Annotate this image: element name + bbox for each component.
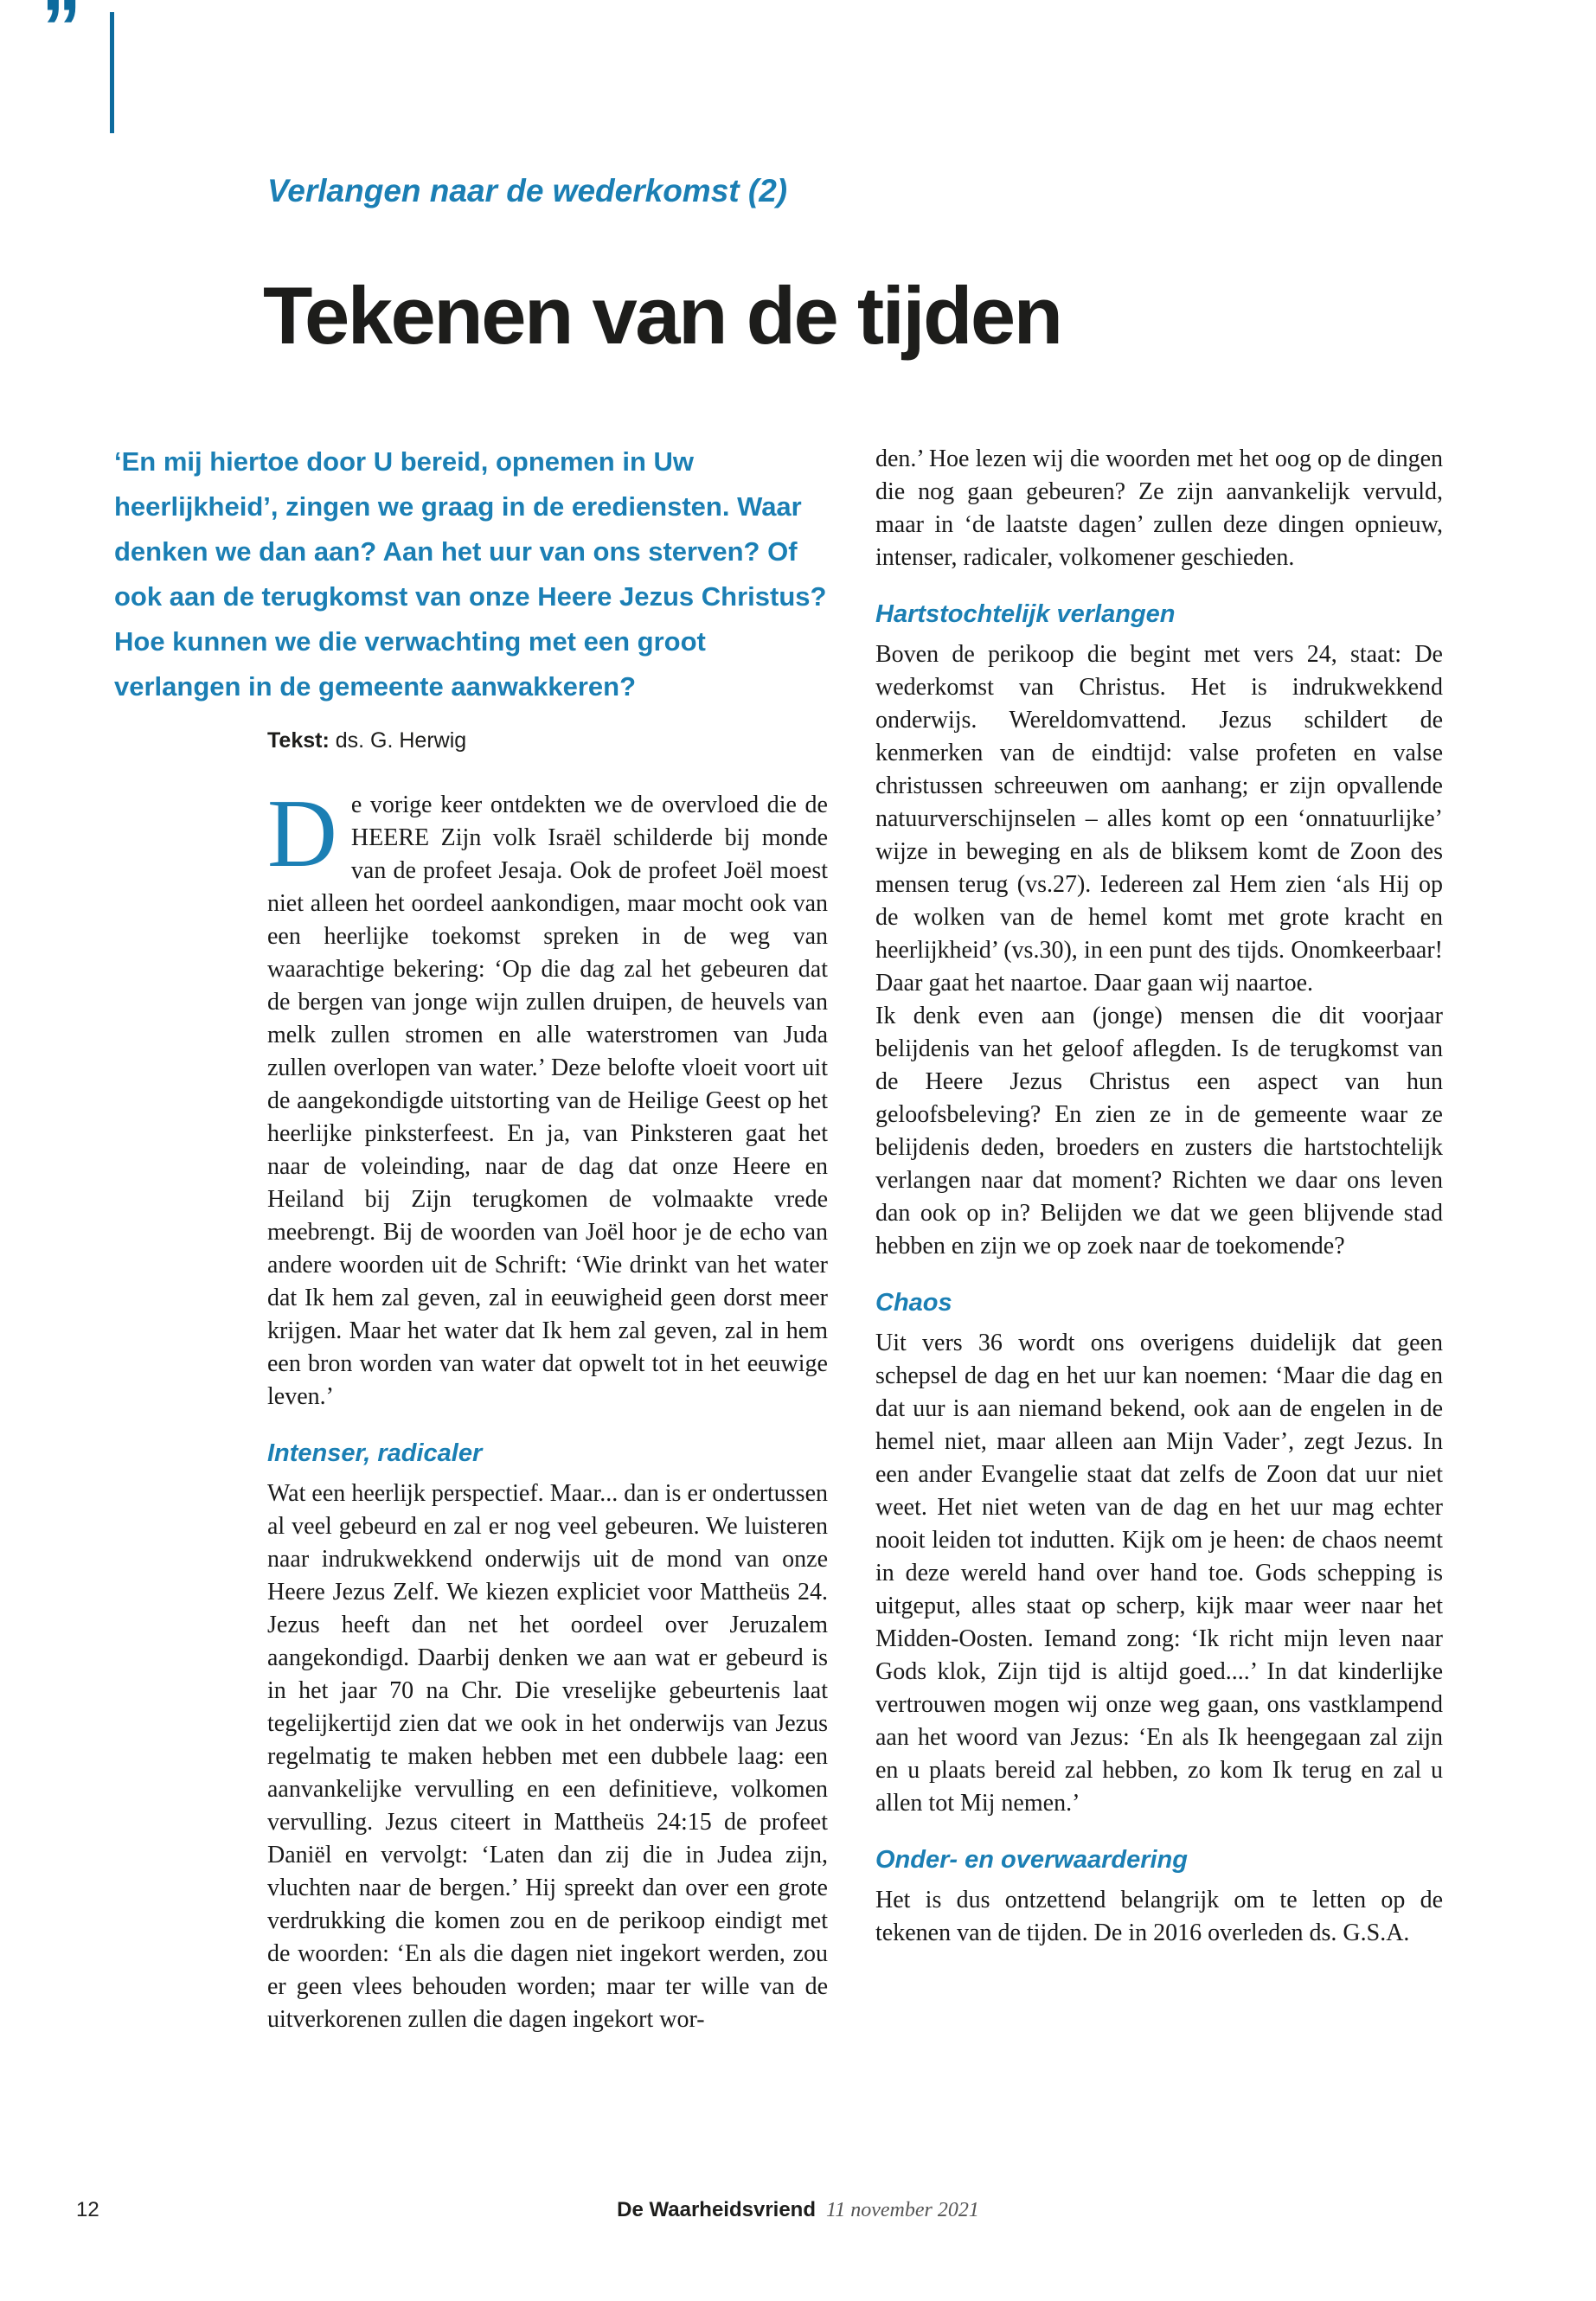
subheading-hartstochtelijk-verlangen: Hartstochtelijk verlangen	[875, 600, 1176, 628]
subheading-onder-en-overwaardering: Onder- en overwaardering	[875, 1846, 1188, 1874]
page-number: 12	[76, 2198, 99, 2221]
subheading-chaos: Chaos	[875, 1289, 952, 1317]
kicker: Verlangen naar de wederkomst (2)	[267, 173, 788, 208]
paragraph-1	[267, 780, 828, 1413]
subheading-intenser-radicaler: Intenser, radicaler	[267, 1439, 483, 1467]
paragraph-4b: Ik denk even aan (jonge) mensen die dit voorjaar belijdenis van het geloof aflegden. Is de terugkomst van de Heere Jezus Christus een aspect van hun geloofsbeleving? En zien ze in de gemeente waar ze belijdenis deden, broeders en zusters die hartstochtelijk verlangen naar dat moment? Richten we daar ons leven dan ook op in? Belijden we dat we geen blijvende stad hebben en zijn we op zoek naar de toekomende?	[875, 1003, 1443, 1259]
paragraph-6: Het is dus ontzettend belangrijk om te letten op de tekenen van de tijden. De in 2016 overleden ds. G.S.A.	[875, 1887, 1443, 1946]
footer-magazine-title: De Waarheidsvriend	[617, 2198, 816, 2221]
paragraph-4a: Boven de perikoop die begint met vers 24, staat: De wederkomst van Christus. Het is indrukwekkend onderwijs. Wereldomvattend. Jezus schildert de kenmerken van de eindtijd: valse profeten en valse christussen schreeuwen om aanhang; er zijn opvallende natuurverschijnselen – alles komt op een ‘onnatuurlijke’ wijze in beweging en als de bliksem komt de Zoon des mensen terug (vs.27). Iedereen zal Hem zien ‘als Hij op de wolken van de hemel komt met grote kracht en heerlijkheid’ (vs.30), in een punt des tijds. Onomkeerbaar! Daar gaat het naartoe. Daar gaan wij naartoe.	[875, 641, 1443, 997]
paragraph-5: Uit vers 36 wordt ons overigens duidelijk dat geen schepsel de dag en het uur kan noemen: ‘Maar die dag en dat uur is aan niemand bekend, ook aan de engelen in de hemel niet, maar alleen aan Mijn Vader’, zegt Jezus. In een ander Evangelie staat dat zelfs de Zoon dat uur niet weet. Het niet weten van de dag en het uur mag echter nooit leiden tot indutten. Kijk om je heen: de chaos neemt in deze wereld hand over hand toe. Gods schepping is uitgeput, alles staat op scherp, kijk maar weer naar het Midden-Oosten. Iemand zong: ‘Ik richt mijn leven naar Gods klok, Zijn tijd is altijd goed....’ In dat kinderlijke vertrouwen mogen wij onze weg gaan, ons vastklampend aan het woord van Jezus: ‘En als Ik heengegaan zal zijn en u plaats bereid zal hebben, zo kom Ik terug en zal u allen tot Mij nemen.’	[875, 1330, 1443, 1817]
paragraph-1-text: e vorige keer ontdekten we de overvloed die de HEERE Zijn volk Israël schilderde bij monde van de profeet Jesaja. Ook de profeet Joël moest niet alleen het oordeel aankondigen, maar mocht ook van een heerlijke toekomst spreken in de weg van waarachtige bekering: ‘Op die dag zal het gebeuren dat de bergen van jonge wijn zullen druipen, de heuvels van melk zullen stromen en alle waterstromen van Juda zullen overlopen van water.’ Deze belofte vloeit voort uit de aangekondigde uitstorting van de Heilige Geest op het heerlijke pinksterfeest. En ja, van Pinksteren gaat het naar de voleinding, naar de dag dat onze Heere en Heiland bij Zijn terugkomen de volmaakte vrede meebrengt. Bij de woorden van Joël hoor je de echo van andere woorden uit de Schrift: ‘Wie drinkt van het water dat Ik hem zal geven, zal in eeuwigheid geen dorst meer krijgen. Maar het water dat Ik hem zal geven, zal in hem een bron worden van water dat opwelt tot in het eeuwige leven.’	[267, 792, 828, 1410]
drop-cap: D	[267, 780, 337, 888]
article-column-right	[875, 443, 1443, 1950]
paragraph-3: den.’ Hoe lezen wij die woorden met het oog op de dingen die nog gaan gebeuren? Ze zijn aanvankelijk vervuld, maar in ‘de laatste dagen’ zullen deze dingen opnieuw, intenser, radicaler, volkomener geschieden.	[875, 445, 1443, 571]
intro-paragraph: ‘En mij hiertoe door U bereid, opnemen in Uw heerlijkheid’, zingen we graag in de erediensten. Waar denken we dan aan? Aan het uur van ons sterven? Of ook aan de terugkomst van onze Heere Jezus Christus? Hoe kunnen we die verwachting met een groot verlangen in de gemeente aanwakkeren?	[114, 446, 827, 702]
paragraph-2: Wat een heerlijk perspectief. Maar... dan is er ondertussen al veel gebeurd en zal er nog veel gebeuren. We luisteren naar indrukwekkend onderwijs uit de mond van onze Heere Jezus Zelf. We kiezen expliciet voor Mattheüs 24. Jezus heeft dan net het oordeel over Jeruzalem aangekondigd. Daarbij denken we aan wat er gebeurd is in het jaar 70 na Chr. Die vreselijke gebeurtenis laat tegelijkertijd zien dat we ook in het onderwijs van Jezus regelmatig te maken hebben met een dubbele laag: een aanvankelijke vervulling en een definitieve, volkomen vervulling. Jezus citeert in Mattheüs 24:15 de profeet Daniël en vervolgt: ‘Laten dan zij die in Judea zijn, vluchten naar de bergen.’ Hij spreekt dan over een grote verdrukking die komen zou en de perikoop eindigt met de woorden: ‘En als die dagen niet ingekort werden, zou er geen vlees behouden worden; maar ter wille van de uitverkorenen zullen die dagen ingekort wor-	[267, 1480, 828, 2033]
footer	[0, 2198, 1596, 2222]
byline	[267, 728, 466, 753]
quote-mark-icon: ”	[42, 0, 81, 72]
article-column-left	[267, 780, 828, 2036]
footer-date: 11 november 2021	[826, 2199, 979, 2221]
page-title: Tekenen van de tijden	[263, 270, 1061, 361]
byline-name: ds. G. Herwig	[329, 728, 467, 753]
vertical-rule	[110, 12, 114, 133]
byline-label: Tekst:	[267, 728, 330, 753]
